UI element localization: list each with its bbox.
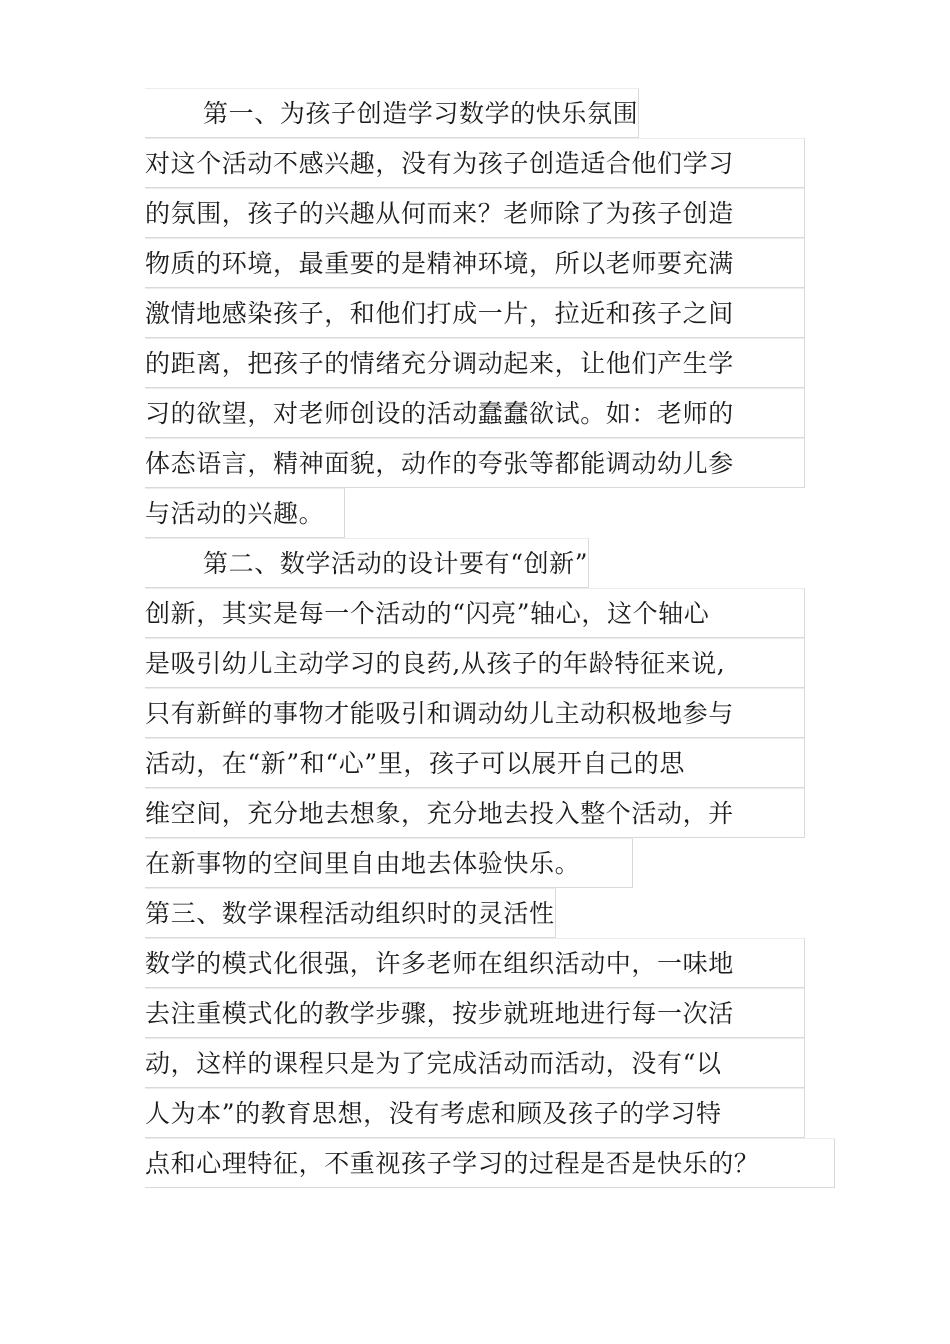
text-line: 物质的环境，最重要的是精神环境，所以老师要充满: [145, 238, 805, 288]
heading-1: 第一、为孩子创造学习数学的快乐氛围: [145, 88, 639, 138]
text-line: 人为本”的教育思想，没有考虑和顾及孩子的学习特: [145, 1088, 805, 1138]
text-line: 对这个活动不感兴趣，没有为孩子创造适合他们学习: [145, 138, 805, 188]
text-line: 只有新鲜的事物才能吸引和调动幼儿主动积极地参与: [145, 688, 805, 738]
text-line: 去注重模式化的教学步骤，按步就班地进行每一次活: [145, 988, 805, 1038]
text-line: 与活动的兴趣。: [145, 488, 345, 538]
text-line: 动，这样的课程只是为了完成活动而活动，没有“以: [145, 1038, 805, 1088]
heading-2: 第二、数学活动的设计要有“创新”: [145, 538, 589, 588]
text-line: 的氛围，孩子的兴趣从何而来？老师除了为孩子创造: [145, 188, 805, 238]
text-line: 激情地感染孩子，和他们打成一片，拉近和孩子之间: [145, 288, 805, 338]
text-line: 维空间，充分地去想象，充分地去投入整个活动，并: [145, 788, 805, 838]
text-line: 点和心理特征，不重视孩子学习的过程是否是快乐的？: [145, 1138, 835, 1188]
text-line: 数学的模式化很强，许多老师在组织活动中，一味地: [145, 938, 805, 988]
heading-3: 第三、数学课程活动组织时的灵活性: [145, 888, 556, 938]
text-line: 是吸引幼儿主动学习的良药,从孩子的年龄特征来说,: [145, 638, 805, 688]
text-line: 活动，在“新”和“心”里，孩子可以展开自己的思: [145, 738, 805, 788]
text-line: 创新，其实是每一个活动的“闪亮”轴心，这个轴心: [145, 588, 805, 638]
text-line: 在新事物的空间里自由地去体验快乐。: [145, 838, 633, 888]
text-line: 体态语言，精神面貌，动作的夸张等都能调动幼儿参: [145, 438, 805, 488]
text-line: 习的欲望，对老师创设的活动蠢蠢欲试。如：老师的: [145, 388, 805, 438]
text-line: 的距离，把孩子的情绪充分调动起来，让他们产生学: [145, 338, 805, 388]
